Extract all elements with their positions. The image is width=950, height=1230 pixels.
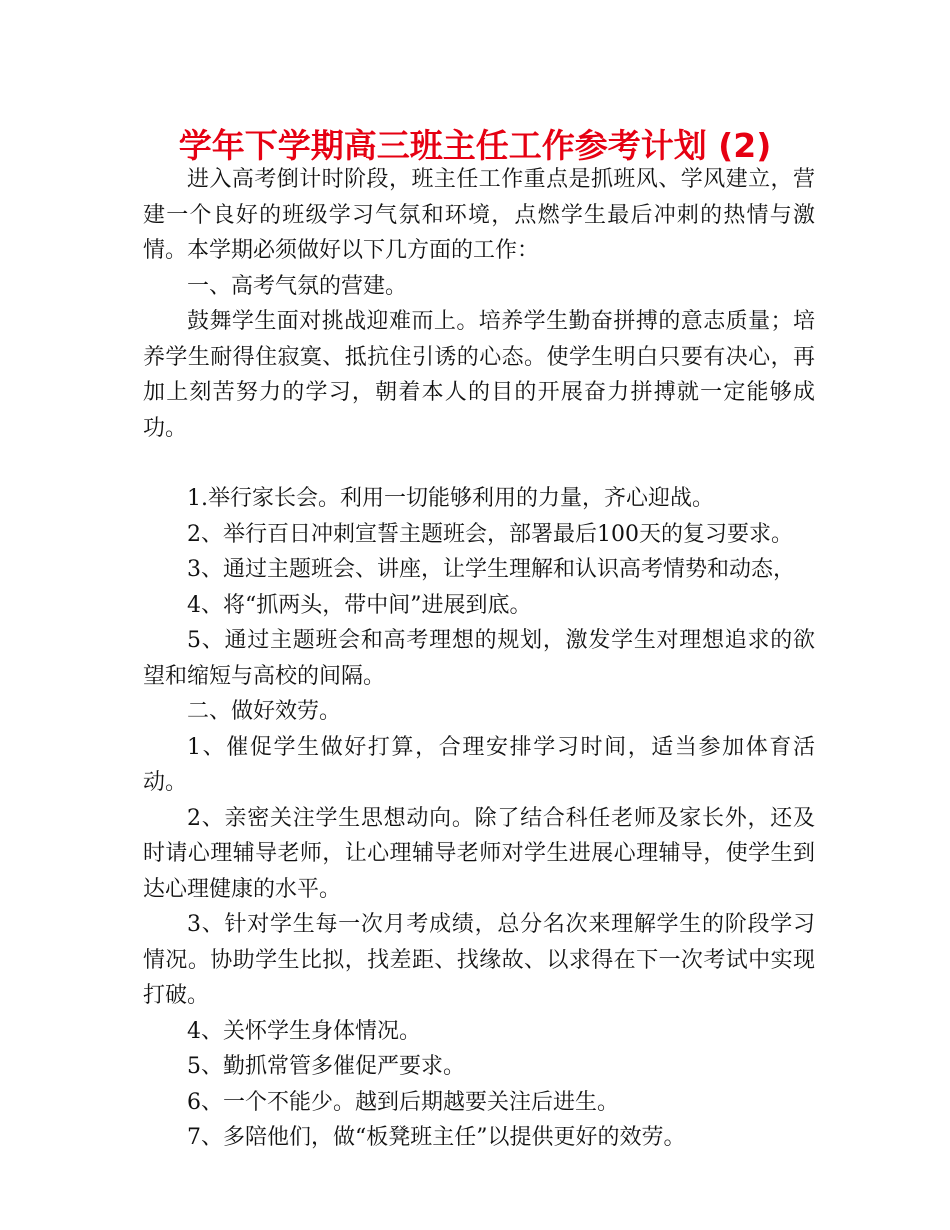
document-title: 学年下学期高三班主任工作参考计划 (2) — [178, 126, 772, 165]
list-item: 6、一个不能少。越到后期越要关注后进生。 — [187, 1089, 619, 1115]
list-item: 4、将“抓两头，带中间”进展到底。 — [187, 592, 532, 618]
paragraph-encourage: 鼓舞学生面对挑战迎难而上。培养学生勤奋拼搏的意志质量；培养学生耐得住寂寞、抵抗住引诱的心态。使学生明白只要有决心，再加上刻苦努力的学习，朝着本人的目的开展奋力拼搏就一定能够成功。 — [143, 309, 815, 441]
list-item: 1.举行家长会。利用一切能够利用的力量，齐心迎战。 — [187, 486, 714, 511]
list-item: 1、催促学生做好打算，合理安排学习时间，适当参加体育活动。 — [143, 734, 815, 795]
section-heading-1: 一、高考气氛的营建。 — [187, 273, 408, 299]
list-item: 4、关怀学生身体情况。 — [187, 1018, 421, 1044]
list-item: 5、勤抓常管多催促严要求。 — [187, 1054, 465, 1079]
list-item: 7、多陪他们，做“板凳班主任”以提供更好的效劳。 — [187, 1125, 686, 1150]
document-body — [143, 162, 815, 1156]
list-item: 3、针对学生每一次月考成绩，总分名次来理解学生的阶段学习情况。协助学生比拟，找差距、找缘故、以求得在下一次考试中实现打破。 — [143, 912, 815, 1008]
section-heading-2: 二、做好效劳。 — [187, 699, 342, 724]
list-item: 2、举行百日冲刺宣誓主题班会，部署最后100天的复习要求。 — [187, 521, 793, 547]
list-item: 2、亲密关注学生思想动向。除了结合科任老师及家长外，还及时请心理辅导老师，让心理辅导老师对学生进展心理辅导，使学生到达心理健康的水平。 — [143, 805, 815, 902]
list-item: 5、通过主题班会和高考理想的规划，激发学生对理想追求的欲望和缩短与高校的间隔。 — [143, 628, 815, 689]
list-item: 3、通过主题班会、讲座，让学生理解和认识高考情势和动态， — [187, 557, 795, 582]
paragraph-intro: 进入高考倒计时阶段，班主任工作重点是抓班风、学风建立，营建一个良好的班级学习气氛和环境，点燃学生最后冲刺的热情与激情。本学期必须做好以下几方面的工作： — [143, 167, 815, 263]
